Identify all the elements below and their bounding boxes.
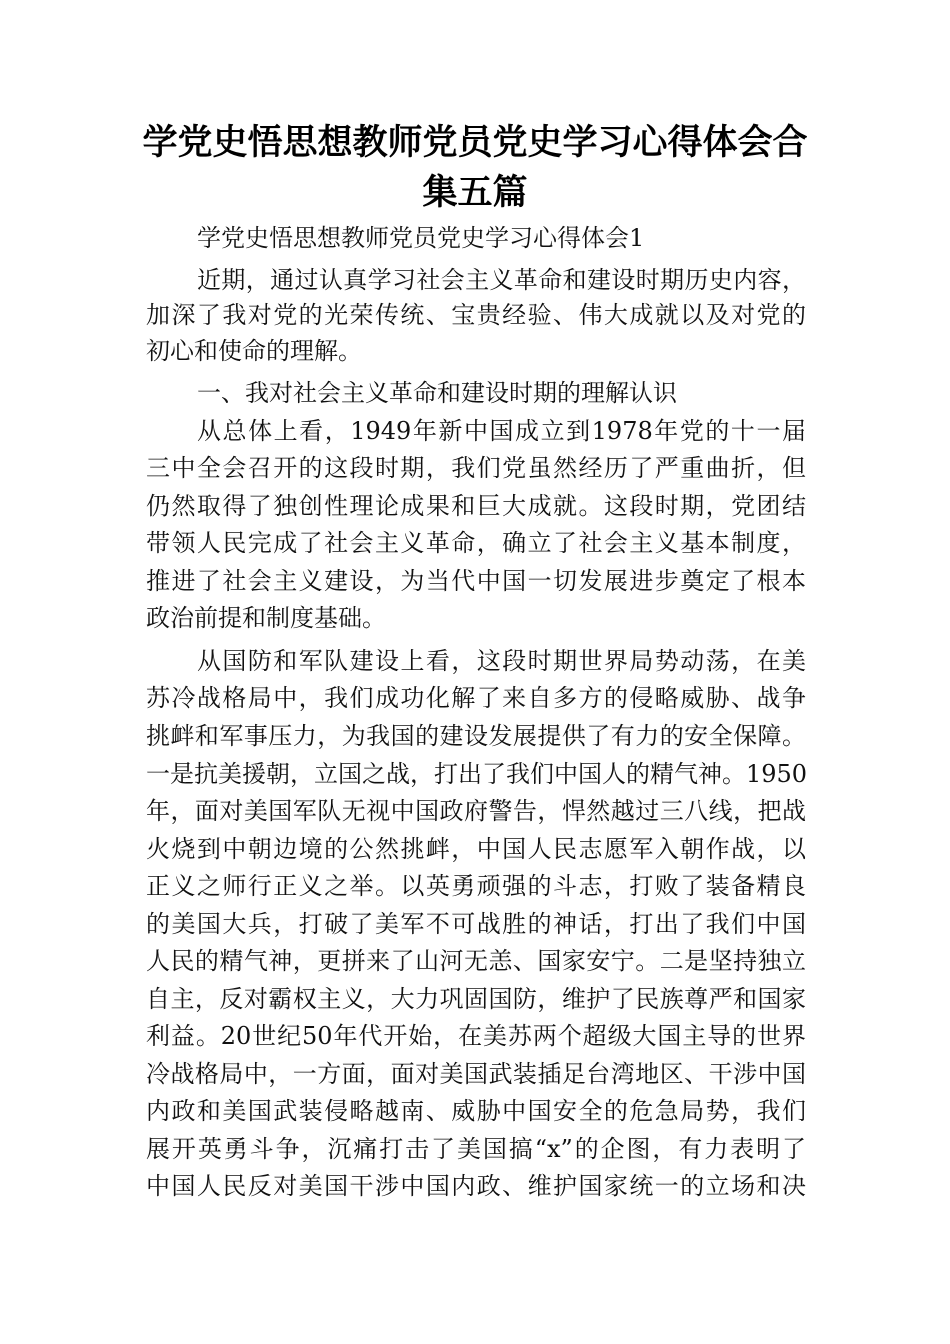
paragraph-line: 政治前提和制度基础。 [146,604,386,632]
paragraph-line: 一是抗美援朝，立国之战，打出了我们中国人的精气神。1950 [146,760,808,788]
paragraph-line: 苏冷战格局中，我们成功化解了来自多方的侵略威胁、战争 [146,684,806,712]
paragraph-line: 年，面对美国军队无视中国政府警告，悍然越过三八线，把战 [146,797,806,825]
paragraph-line: 内政和美国武装侵略越南、威胁中国安全的危急局势，我们 [146,1097,806,1125]
paragraph-line: 冷战格局中，一方面，面对美国武装插足台湾地区、干涉中国 [146,1060,806,1088]
paragraph-line: 近期，通过认真学习社会主义革命和建设时期历史内容， [197,266,806,294]
document-title-line-2: 集五篇 [422,173,528,213]
paragraph-line: 从国防和军队建设上看，这段时期世界局势动荡，在美 [197,647,806,675]
paragraph-line: 中国人民反对美国干涉中国内政、维护国家统一的立场和决 [146,1172,806,1200]
section-heading: 学党史悟思想教师党员党史学习心得体会1 [197,224,645,252]
paragraph-line: 利益。20世纪50年代开始，在美苏两个超级大国主导的世界 [146,1022,806,1050]
paragraph-line: 的美国大兵，打破了美军不可战胜的神话，打出了我们中国 [146,910,806,938]
paragraph-line: 初心和使命的理解。 [146,337,362,365]
paragraph-line: 火烧到中朝边境的公然挑衅，中国人民志愿军入朝作战，以 [146,835,806,863]
paragraph-line: 推进了社会主义建设，为当代中国一切发展进步奠定了根本 [146,567,806,595]
document-title-line-1: 学党史悟思想教师党员党史学习心得体会合 [142,123,808,163]
paragraph-line: 仍然取得了独创性理论成果和巨大成就。这段时期，党团结 [146,492,806,520]
paragraph-line: 挑衅和军事压力，为我国的建设发展提供了有力的安全保障。 [146,722,806,750]
paragraph-line: 正义之师行正义之举。以英勇顽强的斗志，打败了装备精良 [146,872,806,900]
paragraph-line: 带领人民完成了社会主义革命，确立了社会主义基本制度， [146,529,806,557]
paragraph-line: 自主，反对霸权主义，大力巩固国防，维护了民族尊严和国家 [146,985,806,1013]
paragraph-line: 展开英勇斗争，沉痛打击了美国搞“x”的企图，有力表明了 [146,1135,806,1163]
paragraph-line: 三中全会召开的这段时期，我们党虽然经历了严重曲折，但 [146,454,806,482]
paragraph-line: 人民的精气神，更拼来了山河无恙、国家安宁。二是坚持独立 [146,947,806,975]
subsection-heading: 一、我对社会主义革命和建设时期的理解认识 [197,379,677,407]
paragraph-line: 从总体上看，1949年新中国成立到1978年党的十一届 [197,417,806,445]
paragraph-line: 加深了我对党的光荣传统、宝贵经验、伟大成就以及对党的 [146,301,806,329]
